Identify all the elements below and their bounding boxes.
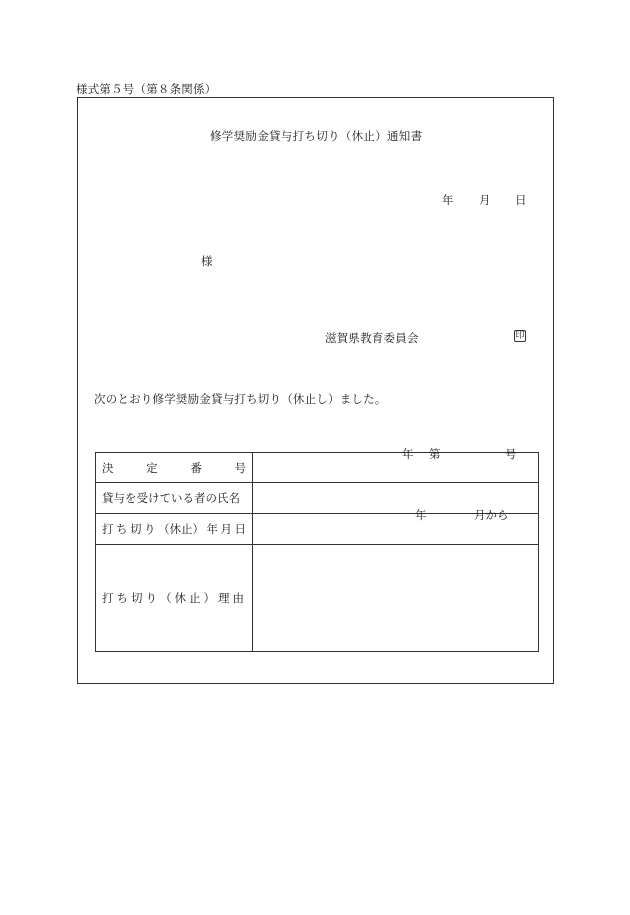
- table-row-termination-date: [96, 514, 539, 545]
- label-char: り: [144, 522, 156, 536]
- decision-go-label: 号: [505, 447, 517, 461]
- date-day-label: 日: [515, 193, 527, 207]
- label-char: ）: [203, 591, 215, 605]
- seal-icon: 印: [515, 331, 525, 341]
- addressee-honorific: 様: [201, 254, 213, 268]
- label-char: 日: [234, 522, 246, 536]
- label-char: 打: [102, 522, 114, 536]
- notice-body-text: 次のとおり修学奨励金貸与打ち切り（休止し）ました。: [94, 392, 387, 406]
- label-char: 打: [102, 591, 114, 605]
- termination-month-from-label: 月から: [474, 508, 509, 522]
- termination-date-value[interactable]: [253, 508, 539, 545]
- table-row-decision-number: [96, 453, 539, 483]
- termination-reason-value[interactable]: [253, 545, 539, 652]
- notice-info-table: [95, 447, 539, 652]
- decision-number-label: [96, 453, 253, 483]
- borrower-name-label: 貸与を受けている者の氏名: [96, 483, 253, 514]
- table-row-borrower-name: [96, 483, 539, 514]
- label-char: （: [160, 591, 172, 605]
- issuer-name: 滋賀県教育委員会: [325, 331, 419, 345]
- label-char: ち: [116, 591, 128, 605]
- termination-reason-label: [96, 545, 253, 652]
- label-char: 決: [102, 460, 114, 475]
- label-char: 年: [206, 522, 218, 536]
- label-char: 由: [232, 591, 244, 605]
- label-char: 休: [174, 591, 186, 605]
- table-row-termination-reason: [96, 545, 539, 652]
- form-number-label: 様式第５号（第８条関係）: [76, 82, 217, 96]
- label-char: 月: [220, 522, 232, 536]
- date-month-label: 月: [479, 193, 491, 207]
- label-char: 切: [130, 522, 142, 536]
- label-char: ち: [116, 522, 128, 536]
- label-char: 止: [189, 591, 201, 605]
- decision-year-label: 年: [402, 447, 414, 461]
- label-char: 号: [234, 460, 246, 475]
- label-char: 定: [146, 460, 158, 475]
- label-char: 切: [131, 591, 143, 605]
- label-char: り: [145, 591, 157, 605]
- termination-date-label: [96, 514, 253, 545]
- label-char: 番: [190, 460, 202, 475]
- decision-number-value[interactable]: [253, 447, 539, 483]
- document-title: 修学奨励金貸与打ち切り（休止）通知書: [210, 129, 423, 143]
- label-char: （休止）: [158, 522, 204, 536]
- label-char: 理: [218, 591, 230, 605]
- decision-dai-label: 第: [429, 447, 441, 461]
- date-year-label: 年: [442, 193, 454, 207]
- termination-year-label: 年: [415, 508, 427, 522]
